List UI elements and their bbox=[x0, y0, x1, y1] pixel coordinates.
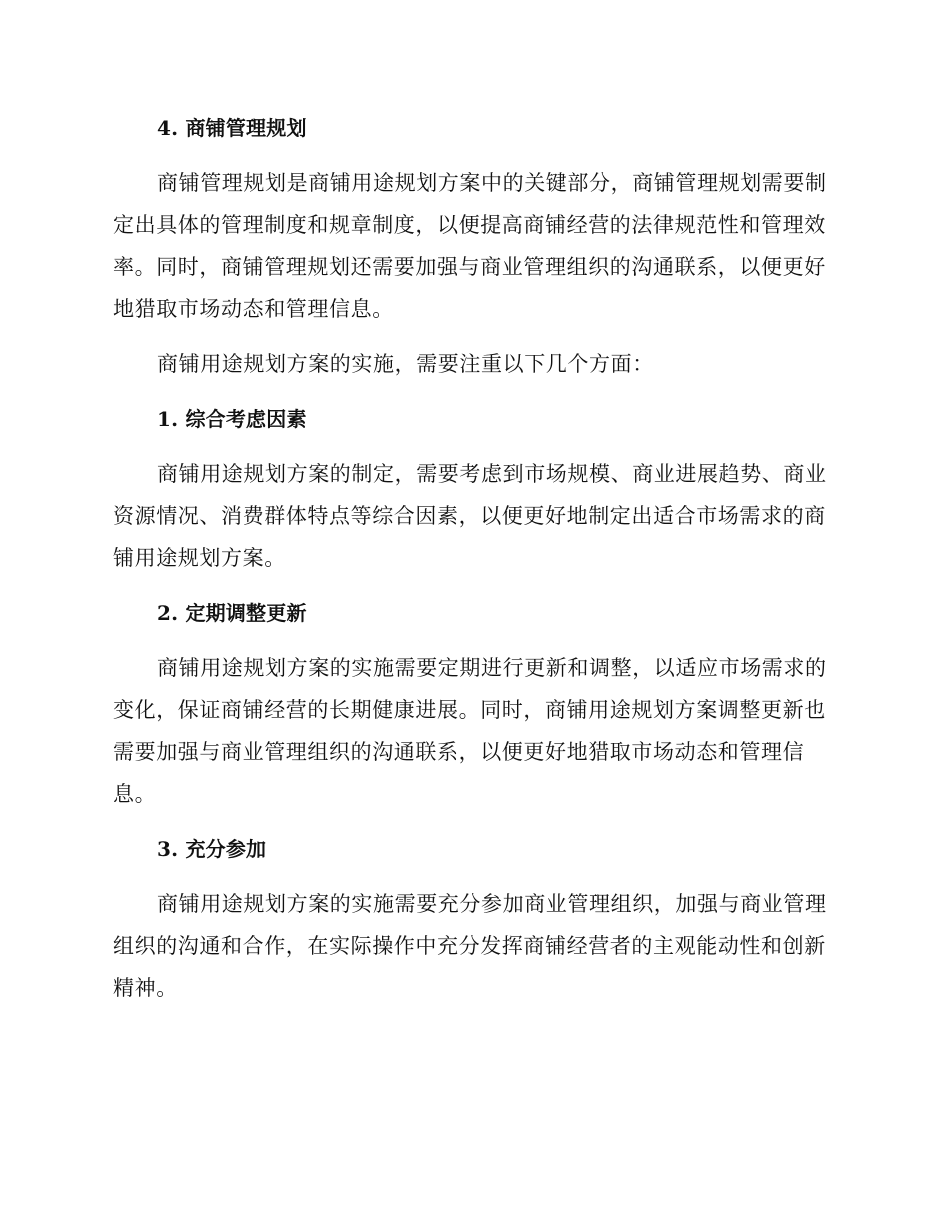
paragraph-line: 需要加强与商业管理组织的沟通联系，以便更好地猎取市场动态和管理信 bbox=[113, 740, 805, 764]
paragraph-line: 精神。 bbox=[113, 976, 178, 1000]
paragraph-line: 变化，保证商铺经营的长期健康进展。同时，商铺用途规划方案调整更新也 bbox=[113, 698, 826, 722]
paragraph-line: 资源情况、消费群体特点等综合因素，以便更好地制定出适合市场需求的商 bbox=[113, 504, 826, 528]
paragraph-line: 组织的沟通和合作，在实际操作中充分发挥商铺经营者的主观能动性和创新 bbox=[113, 934, 826, 958]
paragraph-line: 地猎取市场动态和管理信息。 bbox=[113, 297, 394, 321]
point-heading: 3. 充分参加 bbox=[157, 837, 267, 861]
paragraph-line: 商铺用途规划方案的实施需要定期进行更新和调整，以适应市场需求的 bbox=[157, 656, 827, 680]
paragraph-line: 商铺用途规划方案的实施需要充分参加商业管理组织，加强与商业管理 bbox=[157, 892, 827, 916]
paragraph-line: 定出具体的管理制度和规章制度，以便提高商铺经营的法律规范性和管理效 bbox=[113, 213, 826, 237]
paragraph-line: 率。同时，商铺管理规划还需要加强与商业管理组织的沟通联系，以便更好 bbox=[113, 255, 826, 279]
paragraph-line: 息。 bbox=[113, 782, 157, 806]
point-heading: 1. 综合考虑因素 bbox=[157, 407, 307, 431]
section-heading: 4. 商铺管理规划 bbox=[157, 116, 307, 140]
point-heading: 2. 定期调整更新 bbox=[157, 601, 307, 625]
intro-paragraph: 商铺用途规划方案的实施，需要注重以下几个方面： bbox=[157, 352, 654, 376]
paragraph-line: 铺用途规划方案。 bbox=[113, 546, 286, 570]
paragraph-line: 商铺用途规划方案的制定，需要考虑到市场规模、商业进展趋势、商业 bbox=[157, 462, 827, 486]
paragraph-line: 商铺管理规划是商铺用途规划方案中的关键部分，商铺管理规划需要制 bbox=[157, 171, 827, 195]
